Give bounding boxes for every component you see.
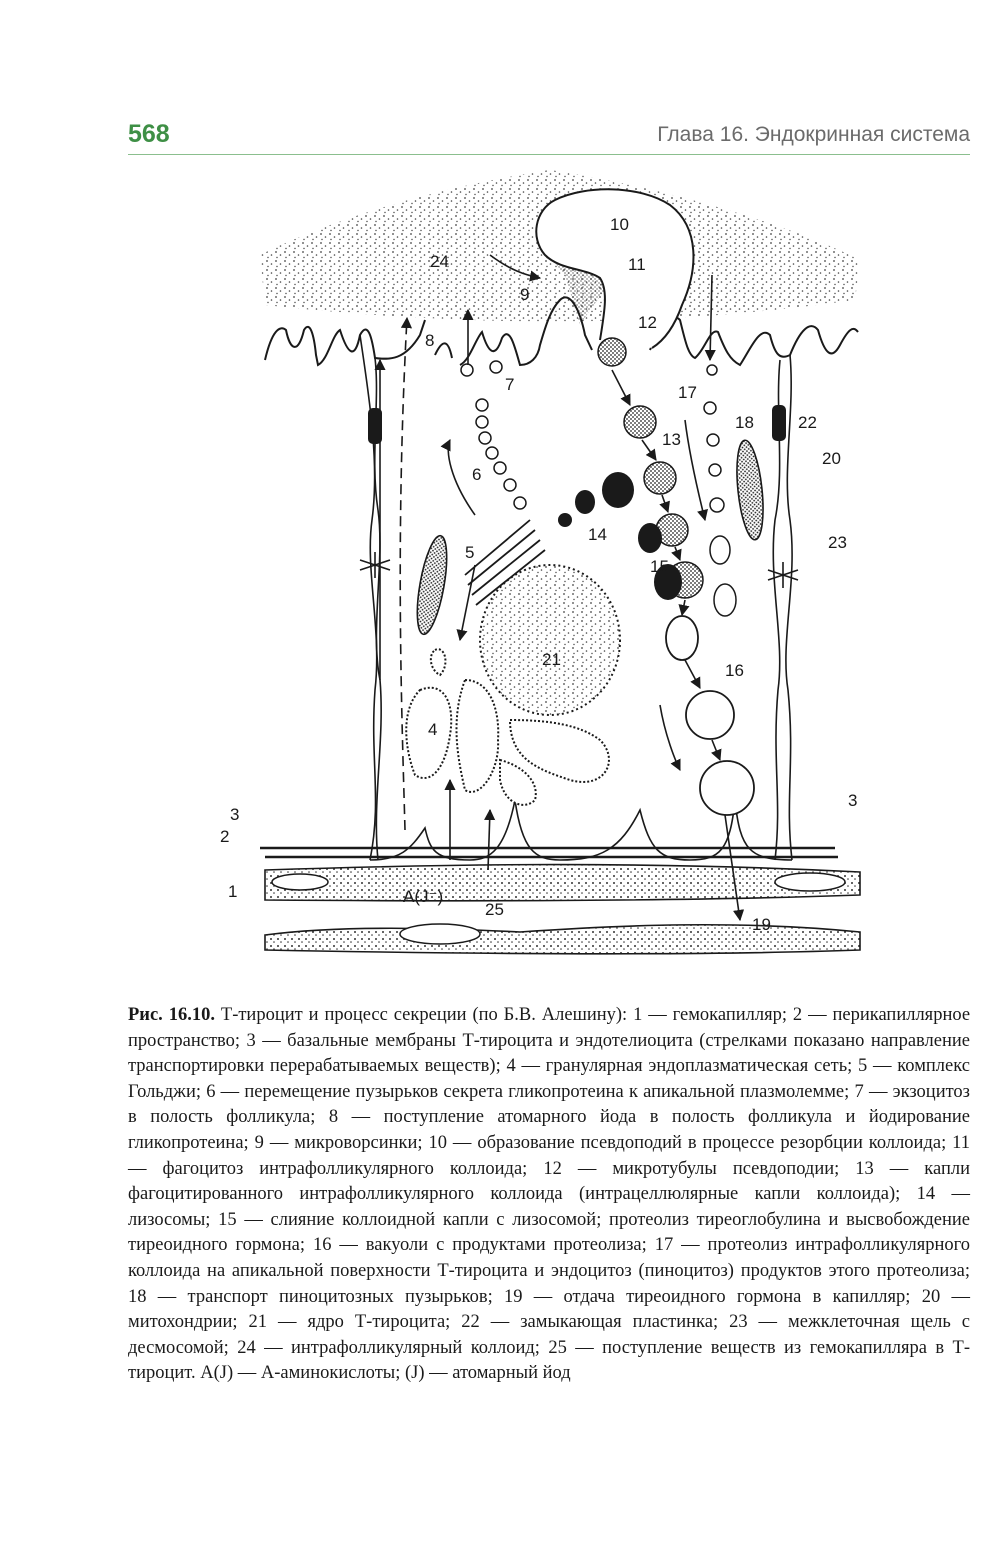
label-3-right: 3 (848, 791, 858, 810)
label-5: 5 (465, 543, 475, 562)
page-header (128, 118, 970, 155)
pinocytotic-vesicles (704, 365, 736, 616)
label-2: 2 (220, 827, 230, 846)
label-25: 25 (485, 900, 504, 919)
page-number: 568 (128, 120, 170, 148)
label-20: 20 (822, 449, 841, 468)
label-11: 11 (628, 255, 646, 274)
caption-text: Т-тироцит и процесс секреции (по Б.В. Алешину): 1 — гемокапилляр; 2 — перикапиллярное пространство; 3 — базальные мембраны Т-тироцита и эндотелиоцита (стрелками показано направление транспортировки перерабатываемых веществ); 4 — гранулярная эндоплазматическая сеть; 5 — комплекс Гольджи; 6 — перемещение пузырьков секрета гликопротеина к апикальной плазмолемме; 7 — экзоцитоз в полость фолликула; 8 — поступление атомарного йода в полость фолликула и йодирование гликопротеина; 9 — микроворсинки; 10 — образование псевдоподий в процессе резорбции коллоида; 11 — фагоцитоз интрафолликулярного коллоида; 12 — микротубулы псевдоподии; 13 — капли фагоцитированного интрафолликулярного коллоида (интрацеллюлярные капли коллоида); 14 — лизосомы; 15 — слияние коллоидной капли с лизосомой; протеолиз тиреоглобулина и высвобождение тиреоидного гормона; 16 — вакуоли с продуктами протеолиза; 17 — протеолиз интрафолликулярного коллоида на апикальной поверхности Т-тироцита и эндоцитоз (пиноцитоз) продуктов этого протеолиза; 18 — транспорт пиноцитозных пузырьков; 19 — отдача тиреоидного гормона в капилляр; 20 — митохондрии; 21 — ядро Т-тироцита; 22 — замыкающая пластинка; 23 — межклеточная щель с десмосомой; 24 — интрафолликулярный коллоид; 25 — поступление веществ из гемокапилляра в Т-тироцит. А(J) — А-аминокислоты; (J) — атомарный йод (128, 1005, 971, 1384)
label-amino: A(J⁻) (403, 887, 444, 906)
label-10: 10 (610, 215, 629, 234)
label-4: 4 (428, 720, 438, 739)
label-22: 22 (798, 413, 817, 432)
label-6: 6 (472, 465, 482, 484)
figure-caption (128, 1003, 970, 1387)
label-8: 8 (425, 331, 435, 350)
label-16: 16 (725, 661, 744, 680)
capillary (265, 865, 860, 954)
label-19: 19 (752, 915, 771, 934)
label-1: 1 (228, 882, 238, 901)
label-15: 15 (650, 557, 669, 576)
secretory-vesicles (461, 361, 526, 509)
label-18: 18 (735, 413, 754, 432)
chapter-title: Глава 16. Эндокринная система (657, 123, 970, 146)
label-23: 23 (828, 533, 847, 552)
label-13: 13 (662, 430, 681, 449)
caption-label: Рис. 16.10. (128, 1005, 215, 1025)
mitochondrion (733, 439, 767, 541)
label-7: 7 (505, 375, 515, 394)
label-12: 12 (638, 313, 657, 332)
label-24: 24 (430, 252, 449, 271)
vacuoles (666, 616, 754, 815)
endothelial-nucleus (272, 874, 328, 890)
mitochondrion (411, 534, 452, 637)
basal-membrane (260, 800, 838, 860)
nucleus (480, 565, 620, 715)
endothelial-nucleus (775, 873, 845, 891)
thyrocyte-diagram (220, 160, 880, 980)
label-3-left: 3 (230, 805, 240, 824)
endothelial-nucleus (400, 924, 480, 944)
tight-junction-right (772, 405, 786, 441)
label-9: 9 (520, 285, 530, 304)
label-14: 14 (588, 525, 607, 544)
thyrocyte-figure (220, 160, 880, 980)
label-17: 17 (678, 383, 697, 402)
label-21: 21 (542, 650, 561, 669)
